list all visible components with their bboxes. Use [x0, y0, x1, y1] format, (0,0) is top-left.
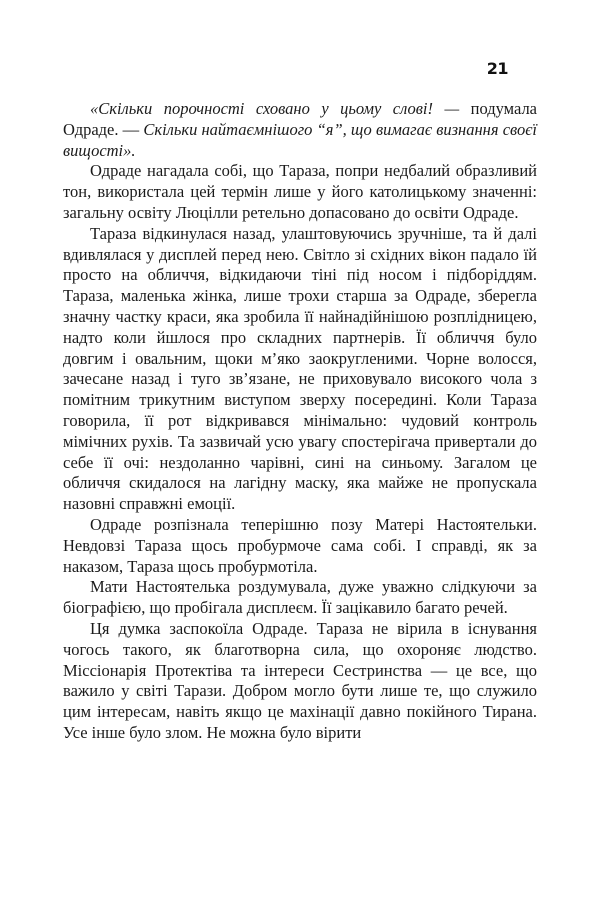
text-segment: Одраде розпізнала теперішню позу Матері Настоятельки. Невдовзі Тараза щось пробурмоче сама собі. І справді, як за наказом, Тараза щось пробурмотіла. [63, 514, 537, 576]
body-paragraph [63, 619, 537, 744]
body-paragraph [63, 515, 537, 577]
text-segment: Ця думка заспокоїла Одраде. Тараза не вірила в існування чогось такого, як благотворна сила, що охороняє людство. Міссіонарія Протектіва та інтереси Сестринства — це все, що важило у світі Тарази. Добром могло бути лише те, що служило цим інтересам, навіть якщо це махінації давно покійного Тирана. Усе інше було злом. Не можна було вірити [63, 618, 537, 742]
text-segment: подумала Одраде. — [63, 99, 537, 139]
text-segment: Мати Настоятелька роздумувала, дуже уважно слідкуючи за біографією, що пробігала дисплеєм. Її зацікавило багато речей. [63, 577, 537, 618]
text-segment: «Скільки порочності сховано у цьому слові! — [90, 99, 471, 118]
text-segment: Тараза відкинулася назад, улаштовуючись зручніше, та й далі вдивлялася у дисплей перед нею. Світло зі східних вікон падало їй просто на обличчя, відкидаючи тіні під носом і підборіддям. Тараза, маленька жінка, лише трохи старша за Одраде, зберегла значну частку краси, яка зробила її найнадійнішою розплідницею, надто коли йшлося про складних партнерів. Її обличчя було довгим і овальним, щоки м’яко заокругленими. Чорне волосся, зачесане назад і туго зв’язане, не приховувало високого чола з помітним трикутним виступом зверху посередині. Коли Тараза говорила, її рот відкривався мінімально: чудовий контроль мімічних рухів. Та зазвичай усю увагу спостерігача привертали до себе її очі: нездоланно чарівні, сині на синьому. Загалом це обличчя скидалося на лагідну маску, яка майже не пропускала назовні справжні емоції. [63, 223, 537, 514]
text-segment: Скільки найтаємнішого “я”, що вимагає визнання своєї вищості». [63, 119, 537, 160]
body-paragraph [63, 577, 537, 619]
text-segment: Одраде нагадала собі, що Тараза, попри недбалий образливий тон, використала цей термін лише у його католицькому значенні: загальну освіту Люцілли ретельно допасовано до освіти Одраде. [63, 161, 537, 222]
text-block [63, 99, 537, 744]
body-paragraph [63, 224, 537, 515]
opening-thought-quote [63, 99, 537, 161]
page-number: 21 [486, 59, 508, 78]
body-paragraph [63, 161, 537, 223]
